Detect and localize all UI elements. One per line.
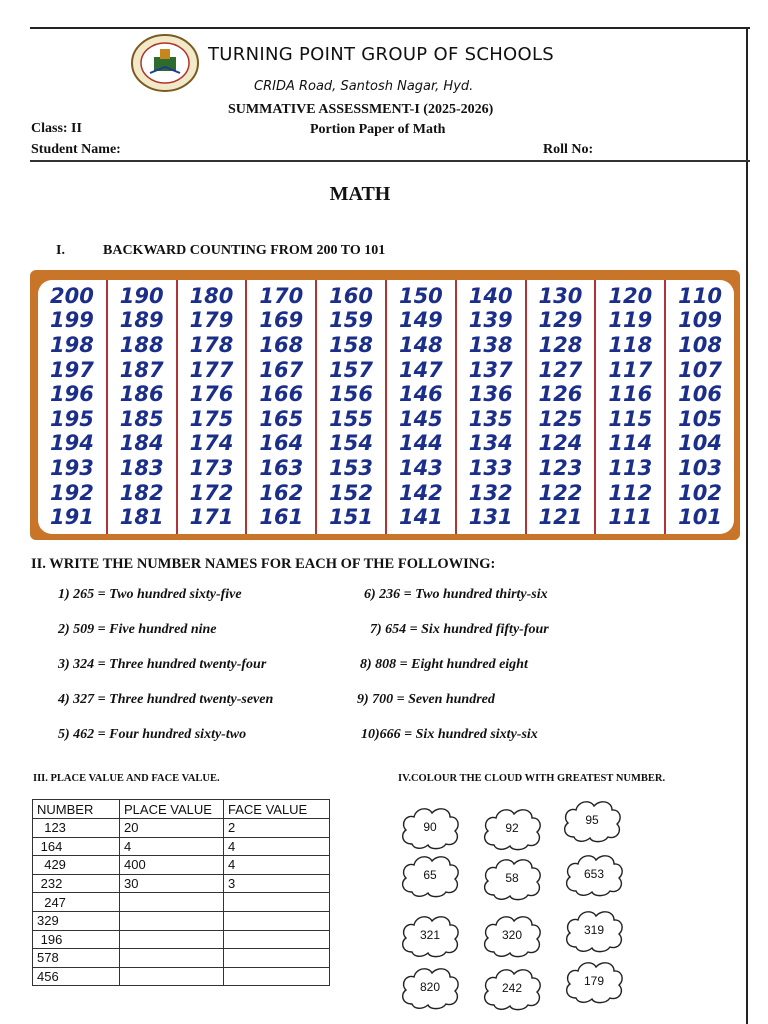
counting-number: 166	[259, 382, 304, 407]
place-value-cell[interactable]	[120, 967, 224, 986]
counting-number: 196	[49, 382, 94, 407]
counting-number: 150	[398, 283, 443, 308]
number-cloud[interactable]	[562, 907, 626, 955]
counting-number: 149	[398, 308, 443, 333]
place-value-cell[interactable]	[120, 930, 224, 949]
counting-number: 140	[468, 283, 513, 308]
counting-column	[178, 280, 248, 534]
counting-column	[108, 280, 178, 534]
column-header-number: NUMBER	[33, 800, 120, 819]
number-cloud[interactable]	[480, 855, 544, 903]
number-cloud[interactable]	[562, 851, 626, 899]
place-value-cell[interactable]: 4	[120, 837, 224, 856]
counting-column	[457, 280, 527, 534]
counting-number: 138	[468, 332, 513, 357]
counting-number: 159	[329, 308, 373, 333]
counting-number: 155	[329, 406, 373, 431]
counting-number: 109	[678, 308, 722, 333]
counting-column	[387, 280, 457, 534]
counting-number: 145	[398, 406, 443, 431]
counting-number: 169	[259, 308, 304, 333]
counting-number: 198	[49, 332, 94, 357]
cloud-number: 179	[583, 974, 605, 988]
face-value-cell[interactable]	[224, 930, 330, 949]
counting-number: 187	[119, 357, 164, 382]
counting-number: 184	[119, 431, 164, 456]
counting-chart	[30, 270, 740, 540]
number-name-item: 8) 808 = Eight hundred eight	[360, 657, 528, 672]
counting-number: 117	[608, 357, 653, 382]
section1-number: I.	[56, 243, 65, 258]
table-row	[33, 893, 330, 912]
counting-number: 170	[259, 283, 304, 308]
counting-number: 172	[189, 480, 234, 505]
counting-number: 158	[329, 332, 373, 357]
counting-number: 192	[49, 480, 94, 505]
number-cell: 247	[33, 893, 120, 912]
counting-number: 141	[398, 505, 443, 530]
counting-number: 161	[259, 505, 304, 530]
number-cell: 232	[33, 874, 120, 893]
counting-number: 116	[608, 382, 653, 407]
table-row	[33, 949, 330, 968]
cloud-number: 319	[583, 923, 605, 937]
counting-number: 188	[119, 332, 164, 357]
class-label: Class: II	[31, 121, 82, 136]
counting-number: 133	[468, 455, 513, 480]
counting-number: 195	[49, 406, 94, 431]
counting-number: 108	[678, 332, 722, 357]
assessment-title: SUMMATIVE ASSESSMENT-I (2025-2026)	[228, 102, 494, 117]
number-cloud[interactable]	[480, 912, 544, 960]
counting-number: 189	[119, 308, 164, 333]
counting-number: 164	[259, 431, 304, 456]
number-cell: 164	[33, 837, 120, 856]
counting-number: 142	[398, 480, 443, 505]
counting-number: 143	[398, 455, 443, 480]
face-value-cell[interactable]	[224, 949, 330, 968]
counting-number: 114	[608, 431, 653, 456]
counting-number: 104	[678, 431, 722, 456]
counting-grid	[38, 280, 734, 534]
counting-number: 152	[329, 480, 373, 505]
counting-number: 146	[398, 382, 443, 407]
number-cell: 196	[33, 930, 120, 949]
counting-number: 197	[49, 357, 94, 382]
counting-number: 106	[678, 382, 722, 407]
counting-number: 101	[678, 505, 722, 530]
table-row	[33, 819, 330, 838]
counting-number: 156	[329, 382, 373, 407]
section4-title: IV.COLOUR THE CLOUD WITH GREATEST NUMBER.	[398, 773, 666, 784]
counting-number: 177	[189, 357, 234, 382]
counting-column	[596, 280, 666, 534]
number-cell: 123	[33, 819, 120, 838]
counting-number: 175	[189, 406, 234, 431]
counting-number: 176	[189, 382, 234, 407]
cloud-number: 65	[423, 868, 437, 882]
place-value-cell[interactable]: 20	[120, 819, 224, 838]
number-cell: 329	[33, 911, 120, 930]
column-header-face-value: FACE VALUE	[224, 800, 330, 819]
counting-number: 168	[259, 332, 304, 357]
section2-title: II. WRITE THE NUMBER NAMES FOR EACH OF THE FOLLOWING:	[31, 556, 496, 572]
face-value-cell[interactable]: 4	[224, 856, 330, 875]
counting-number: 125	[538, 406, 583, 431]
number-cell: 429	[33, 856, 120, 875]
number-cloud[interactable]	[562, 958, 626, 1006]
cloud-number: 58	[505, 871, 519, 885]
section1-title: BACKWARD COUNTING FROM 200 TO 101	[103, 243, 386, 258]
counting-number: 115	[608, 406, 653, 431]
place-value-cell[interactable]: 30	[120, 874, 224, 893]
counting-number: 163	[259, 455, 304, 480]
number-cell: 456	[33, 967, 120, 986]
counting-number: 119	[608, 308, 653, 333]
number-name-item: 1) 265 = Two hundred sixty-five	[58, 587, 242, 602]
table-row	[33, 911, 330, 930]
counting-number: 126	[538, 382, 583, 407]
face-value-cell[interactable]	[224, 893, 330, 912]
counting-number: 182	[119, 480, 164, 505]
counting-number: 181	[119, 505, 164, 530]
counting-number: 134	[468, 431, 513, 456]
counting-number: 186	[119, 382, 164, 407]
number-cloud[interactable]	[480, 805, 544, 853]
counting-number: 173	[189, 455, 234, 480]
counting-number: 171	[189, 505, 234, 530]
roll-number-label: Roll No:	[543, 142, 594, 157]
face-value-cell[interactable]: 2	[224, 819, 330, 838]
counting-number: 132	[468, 480, 513, 505]
counting-number: 151	[329, 505, 373, 530]
counting-column	[666, 280, 734, 534]
counting-number: 179	[189, 308, 234, 333]
right-rule	[746, 27, 748, 1024]
place-value-table	[32, 799, 330, 986]
counting-number: 200	[49, 283, 94, 308]
counting-number: 135	[468, 406, 513, 431]
counting-column	[247, 280, 317, 534]
number-cloud[interactable]	[560, 797, 624, 845]
counting-number: 112	[608, 480, 653, 505]
counting-number: 162	[259, 480, 304, 505]
school-address: CRIDA Road, Santosh Nagar, Hyd.	[254, 79, 474, 94]
counting-number: 160	[329, 283, 373, 308]
table-row	[33, 837, 330, 856]
counting-column	[317, 280, 387, 534]
number-name-item: 5) 462 = Four hundred sixty-two	[58, 727, 247, 742]
number-cloud[interactable]	[398, 804, 462, 852]
counting-number: 128	[538, 332, 583, 357]
counting-number: 165	[259, 406, 304, 431]
cloud-number: 90	[423, 820, 437, 834]
number-name-item: 6) 236 = Two hundred thirty-six	[364, 587, 548, 602]
table-header-row	[33, 800, 330, 819]
face-value-cell[interactable]	[224, 967, 330, 986]
face-value-cell[interactable]: 3	[224, 874, 330, 893]
counting-number: 110	[678, 283, 722, 308]
counting-number: 183	[119, 455, 164, 480]
counting-number: 118	[608, 332, 653, 357]
counting-number: 129	[538, 308, 583, 333]
cloud-number: 95	[585, 813, 599, 827]
table-body	[33, 819, 330, 986]
header-divider	[30, 160, 750, 162]
counting-number: 111	[608, 505, 653, 530]
counting-number: 185	[119, 406, 164, 431]
face-value-cell[interactable]: 4	[224, 837, 330, 856]
counting-number: 105	[678, 406, 722, 431]
table-row	[33, 930, 330, 949]
table-row	[33, 967, 330, 986]
counting-number: 113	[608, 455, 653, 480]
counting-number: 137	[468, 357, 513, 382]
place-value-cell[interactable]	[120, 893, 224, 912]
table-row	[33, 874, 330, 893]
cloud-number: 321	[419, 928, 441, 942]
school-logo	[130, 33, 200, 93]
counting-number: 136	[468, 382, 513, 407]
counting-number: 122	[538, 480, 583, 505]
counting-number: 123	[538, 455, 583, 480]
number-name-item: 7) 654 = Six hundred fifty-four	[370, 622, 549, 637]
counting-number: 131	[468, 505, 513, 530]
cloud-number: 92	[505, 821, 519, 835]
number-cloud[interactable]	[398, 964, 462, 1012]
counting-number: 144	[398, 431, 443, 456]
counting-number: 174	[189, 431, 234, 456]
counting-number: 130	[538, 283, 583, 308]
counting-number: 153	[329, 455, 373, 480]
counting-number: 191	[49, 505, 94, 530]
counting-number: 147	[398, 357, 443, 382]
counting-number: 178	[189, 332, 234, 357]
cloud-number: 242	[501, 981, 523, 995]
counting-number: 139	[468, 308, 513, 333]
counting-number: 199	[49, 308, 94, 333]
counting-number: 180	[189, 283, 234, 308]
number-name-item: 10)666 = Six hundred sixty-six	[361, 727, 538, 742]
school-name: TURNING POINT GROUP OF SCHOOLS	[208, 44, 555, 65]
number-cloud[interactable]	[398, 912, 462, 960]
counting-number: 124	[538, 431, 583, 456]
subject-title: MATH	[329, 183, 391, 205]
number-cell: 578	[33, 949, 120, 968]
place-value-cell[interactable]	[120, 911, 224, 930]
counting-number: 148	[398, 332, 443, 357]
counting-number: 154	[329, 431, 373, 456]
place-value-cell[interactable]	[120, 949, 224, 968]
section3-title: III. PLACE VALUE AND FACE VALUE.	[33, 773, 220, 784]
portion-label: Portion Paper of Math	[310, 122, 446, 137]
number-name-item: 3) 324 = Three hundred twenty-four	[58, 657, 267, 672]
number-name-item: 9) 700 = Seven hundred	[357, 692, 495, 707]
counting-number: 157	[329, 357, 373, 382]
column-header-place-value: PLACE VALUE	[120, 800, 224, 819]
counting-number: 102	[678, 480, 722, 505]
counting-number: 121	[538, 505, 583, 530]
top-rule	[30, 27, 750, 29]
counting-number: 120	[608, 283, 653, 308]
number-name-item: 2) 509 = Five hundred nine	[58, 622, 217, 637]
cloud-number: 653	[583, 867, 605, 881]
counting-column	[527, 280, 597, 534]
counting-number: 194	[49, 431, 94, 456]
number-cloud[interactable]	[480, 965, 544, 1013]
student-name-label: Student Name:	[31, 142, 121, 157]
cloud-number: 320	[501, 928, 523, 942]
counting-number: 103	[678, 455, 722, 480]
counting-number: 107	[678, 357, 722, 382]
table-row	[33, 856, 330, 875]
face-value-cell[interactable]	[224, 911, 330, 930]
number-cloud[interactable]	[398, 852, 462, 900]
place-value-cell[interactable]: 400	[120, 856, 224, 875]
counting-number: 127	[538, 357, 583, 382]
cloud-number: 820	[419, 980, 441, 994]
number-name-item: 4) 327 = Three hundred twenty-seven	[58, 692, 274, 707]
counting-number: 193	[49, 455, 94, 480]
counting-number: 167	[259, 357, 304, 382]
counting-column	[38, 280, 108, 534]
counting-number: 190	[119, 283, 164, 308]
